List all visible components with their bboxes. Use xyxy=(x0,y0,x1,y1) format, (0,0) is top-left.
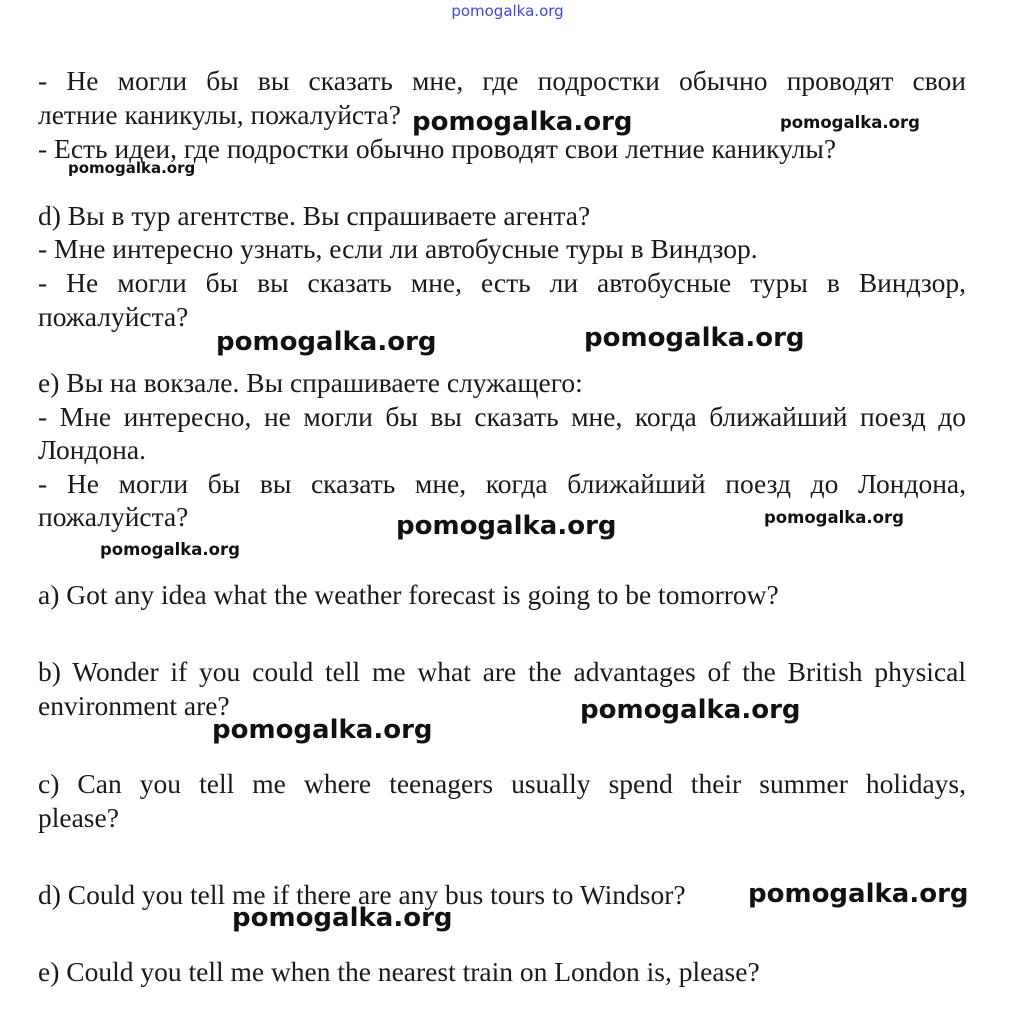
watermark-text: pomogalka.org xyxy=(100,540,240,559)
english-answer-c-line-2: please? xyxy=(38,802,119,833)
english-answer-d: d) Could you tell me if there are any bus tours to Windsor? xyxy=(38,879,686,910)
russian-c-question-2: - Есть идеи, где подростки обычно проводят свои летние каникулы? xyxy=(38,133,837,164)
watermark-text: pomogalka.org xyxy=(396,511,617,541)
watermark-text: pomogalka.org xyxy=(412,107,633,137)
russian-c-question-1-line-1: - Не могли бы вы сказать мне, где подростки обычно проводят свои xyxy=(38,65,966,96)
english-answer-b-line-2: environment are? xyxy=(38,690,230,721)
site-header-link[interactable]: pomogalka.org xyxy=(451,2,564,20)
watermark-text: pomogalka.org xyxy=(232,903,453,933)
watermark-text: pomogalka.org xyxy=(216,327,437,357)
watermark-text: pomogalka.org xyxy=(68,159,196,177)
russian-e-intro: e) Вы на вокзале. Вы спрашиваете служащего: xyxy=(38,367,583,398)
watermark-text: pomogalka.org xyxy=(780,113,920,132)
watermark-text: pomogalka.org xyxy=(748,879,969,909)
russian-e-question-1-line-2: Лондона. xyxy=(38,434,146,465)
russian-e-question-2-line-2: пожалуйста? xyxy=(38,501,189,532)
russian-c-question-1-line-2: летние каникулы, пожалуйста? xyxy=(38,99,401,130)
english-answer-b-line-1: b) Wonder if you could tell me what are the advantages of the British physical xyxy=(38,656,966,687)
watermark-text: pomogalka.org xyxy=(580,695,801,725)
russian-d-question-2-line-2: пожалуйста? xyxy=(38,301,189,332)
watermark-text: pomogalka.org xyxy=(212,715,433,745)
russian-d-question-2-line-1: - Не могли бы вы сказать мне, есть ли автобусные туры в Виндзор, xyxy=(38,267,966,298)
russian-d-intro: d) Вы в тур агентстве. Вы спрашиваете агента? xyxy=(38,200,591,231)
watermark-text: pomogalka.org xyxy=(584,323,805,353)
english-answer-e: e) Could you tell me when the nearest train on London is, please? xyxy=(38,956,760,987)
english-answer-a: a) Got any idea what the weather forecast is going to be tomorrow? xyxy=(38,579,779,610)
watermark-text: pomogalka.org xyxy=(764,508,904,527)
russian-e-question-2-line-1: - Не могли бы вы сказать мне, когда ближайший поезд до Лондона, xyxy=(38,468,966,499)
english-answer-c-line-1: c) Can you tell me where teenagers usually spend their summer holidays, xyxy=(38,768,966,799)
russian-d-question-1: - Мне интересно узнать, если ли автобусные туры в Виндзор. xyxy=(38,233,758,264)
russian-e-question-1-line-1: - Мне интересно, не могли бы вы сказать мне, когда ближайший поезд до xyxy=(38,401,966,432)
